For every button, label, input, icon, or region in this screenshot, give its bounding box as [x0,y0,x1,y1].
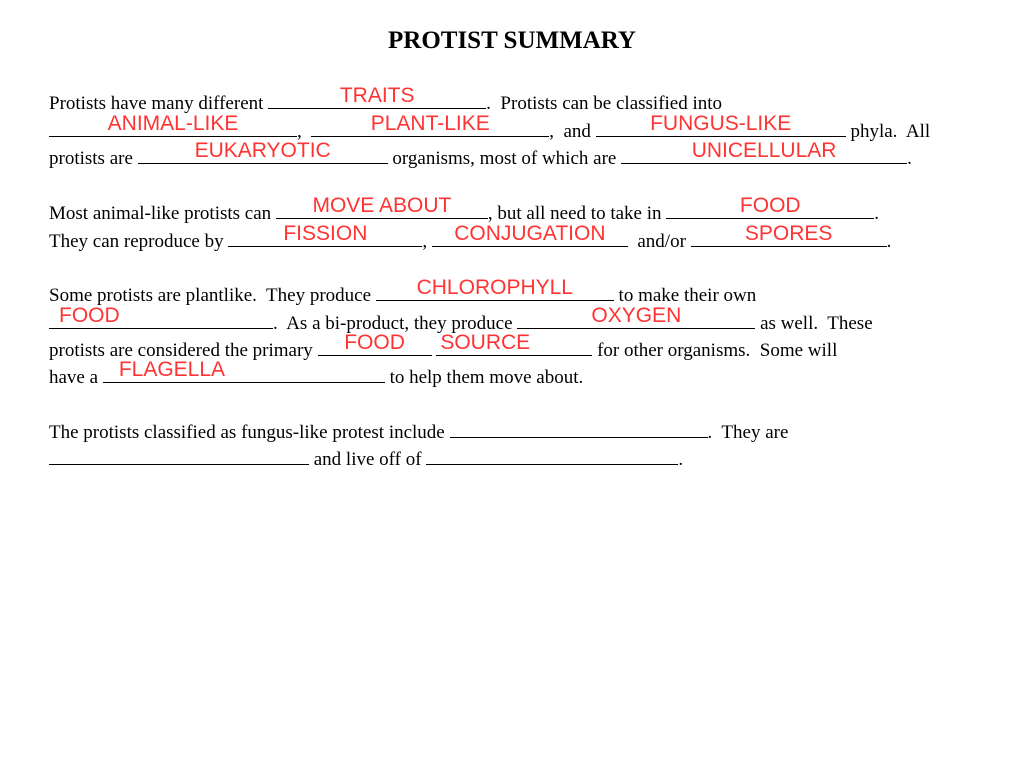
p2-text: . [886,231,892,252]
p2-text: , [422,231,432,252]
p4-text: and live off of [309,449,427,470]
p4-text: The protists classified as fungus-like protest include [49,422,450,443]
p3-text: to make their own [613,285,757,306]
blank-food-primary[interactable] [318,331,432,356]
answer-plant-like: PLANT-LIKE [370,112,490,135]
blank-source[interactable] [436,331,592,356]
blank-fungus-like[interactable] [596,112,846,137]
blank-plant-like[interactable] [311,112,549,137]
p2-text: and/or [627,231,691,252]
answer-traits: TRAITS [339,84,415,107]
p1-text: organisms, most of which are [387,148,622,169]
blank-move-about[interactable] [276,194,488,219]
blank-eukaryotic[interactable] [138,139,388,164]
p1-text: phyla. All [845,121,931,142]
blank-fission[interactable] [228,222,422,247]
blank-oxygen[interactable] [517,304,755,329]
p2-text: , but all need to take in [487,203,667,224]
p2-text: . [874,203,879,224]
blank-food[interactable] [666,194,874,219]
p3-text: for other organisms. Some will [592,340,838,361]
p3-text: to help them move about. [384,367,584,388]
p3-text: Some protists are plantlike. They produce [49,285,376,306]
blank-traits[interactable] [268,84,486,109]
p1-text: Protists have many different [49,93,269,114]
answer-flagella: FLAGELLA [118,358,226,381]
p1-text: . [907,148,912,169]
blank-chlorophyll[interactable] [376,276,614,301]
answer-oxygen: OXYGEN [591,304,682,327]
p1-line-3 [49,139,912,172]
answer-fission: FISSION [283,222,368,245]
blank-they-are[interactable] [49,446,309,465]
p3-text: . As a bi-product, they produce [273,313,518,334]
answer-food: FOOD [739,194,801,217]
blank-food-own[interactable] [49,304,273,329]
page-title: PROTIST SUMMARY [388,27,636,54]
p1-text: protists are [49,148,138,169]
p3-text: as well. These [755,313,873,334]
p4-text: . They are [707,422,789,443]
p3-text: have a [49,367,103,388]
blank-live-off-of[interactable] [426,446,678,465]
answer-eukaryotic: EUKARYOTIC [194,139,331,162]
answer-fungus-like: FUNGUS-LIKE [650,112,792,135]
p3-line-4 [49,358,584,391]
answer-conjugation: CONJUGATION [454,222,606,245]
answer-unicellular: UNICELLULAR [691,139,837,162]
p1-text: . Protists can be classified into [486,93,723,114]
answer-move-about: MOVE ABOUT [312,194,452,217]
answer-food-own: FOOD [59,304,120,327]
p4-line-1 [49,419,788,446]
blank-conjugation[interactable] [432,222,628,247]
p1-text: , and [549,121,596,142]
answer-animal-like: ANIMAL-LIKE [107,112,239,135]
answer-chlorophyll: CHLOROPHYLL [416,276,573,299]
blank-unicellular[interactable] [621,139,907,164]
p2-line-2 [49,222,892,255]
p2-text: Most animal-like protists can [49,203,276,224]
p2-text: They can reproduce by [49,231,229,252]
answer-spores: SPORES [744,222,833,245]
p4-text: . [678,449,684,470]
p3-text: protists are considered the primary [49,340,318,361]
blank-flagella[interactable] [103,358,385,383]
blank-spores[interactable] [691,222,887,247]
blank-fungus-like-include[interactable] [450,419,708,438]
p4-line-2 [49,446,683,473]
p1-text: , [297,121,312,142]
answer-source: SOURCE [440,331,531,354]
answer-food-primary: FOOD [344,331,405,354]
blank-animal-like[interactable] [49,112,297,137]
